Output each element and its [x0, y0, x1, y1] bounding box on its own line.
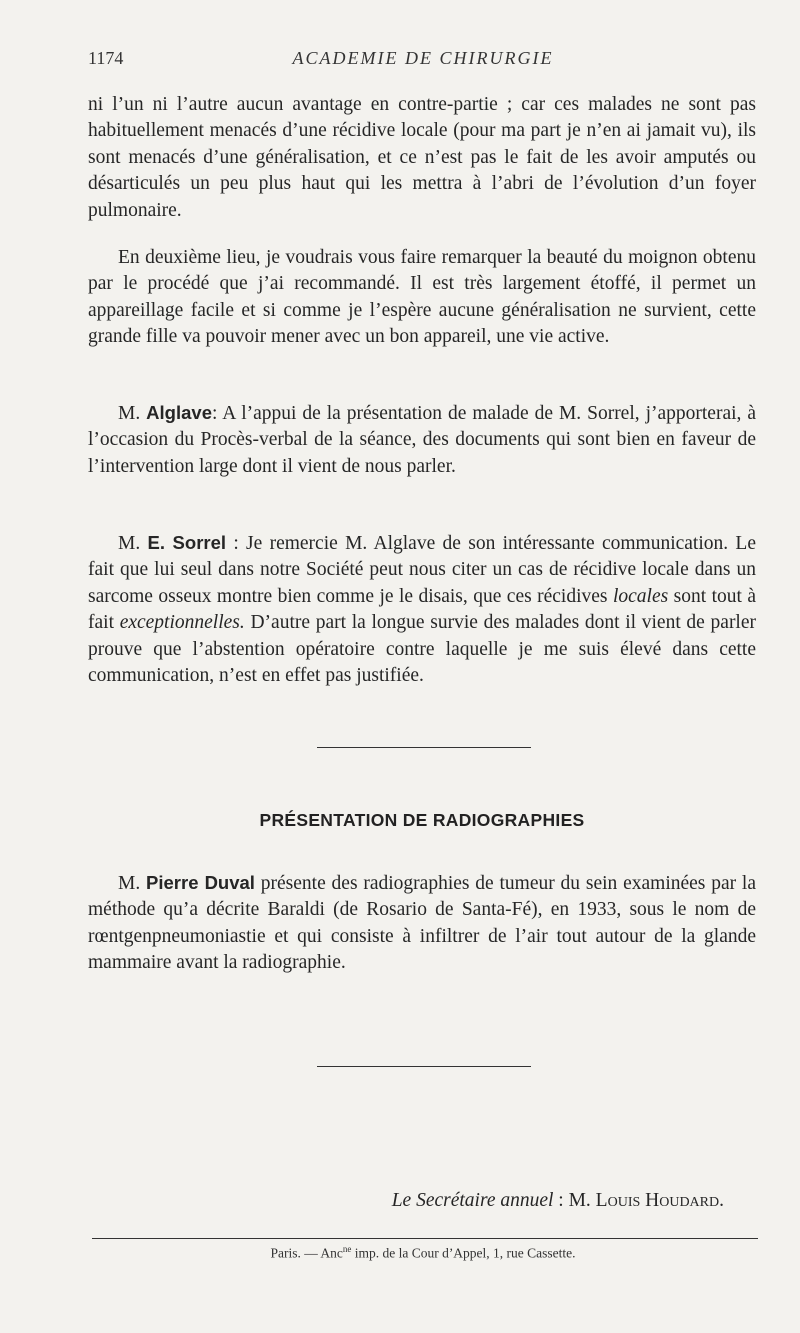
italic-text: exceptionnelles.: [119, 612, 245, 634]
speaker-prefix: M.: [118, 533, 148, 554]
paragraph-duval: [88, 870, 756, 977]
speaker-name: Pierre Duval: [146, 872, 255, 893]
section-divider: [317, 1066, 531, 1067]
paragraph-text: ni l’un ni l’autre aucun avantage en contre-partie ; car ces malades ne sont pas habituellement menacés d’une récidive locale (pour ma part je n’en ai jamait vu), ils sont menacés d’une généralisation, et ce n’est pas le fait de les avoir amputés ou désarticulés un peu plus haut qui les mettra à l’abri de l’évolution d’un foyer pulmonaire.: [88, 94, 756, 221]
italic-text: locales: [612, 585, 669, 607]
paragraph-text: D’autre part la longue survie des malades dont il vient de parler prouve que l’abstention opératoire contre laquelle je me suis élevé dans cette communication, n’est en effet pas justifiée.: [88, 612, 756, 687]
printer-imprint: Paris. — Anc$^{ne}$ imp. de la Cour d’Appel, 1, rue Cassette.: [270, 1244, 576, 1261]
paragraph-stump: [88, 245, 756, 351]
paragraph-continuation: [88, 92, 756, 224]
paragraph-sorrel: [88, 530, 756, 689]
paragraph-text: En deuxième lieu, je voudrais vous faire remarquer la beauté du moignon obtenu par le procédé que j’ai recommandé. Il est très largement étoffé, il permet un appareillage facile et si comme je l’espère aucune généralisation ne survient, cette grande fille va pouvoir mener avec un bon appareil, une vie active.: [88, 247, 756, 348]
secretary-signature: [392, 1190, 724, 1212]
page-number: 1174: [88, 48, 124, 68]
paragraph-text: : Je remercie M. Alglave de son intéressante communication. Le fait que lui seul dans notre Société peut nous citer un cas de récidive locale dans un sarcome osseux montre bien comme je le disais, que ces récidives: [88, 533, 756, 607]
speaker-prefix: M.: [118, 873, 147, 894]
paragraph-text: sont tout à fait: [88, 585, 757, 634]
section-title: PRÉSENTATION DE RADIOGRAPHIES: [259, 810, 585, 830]
paragraph-alglave: [88, 400, 756, 480]
secretary-name: M. Louis Houdard.: [568, 1190, 724, 1211]
speaker-name: E. Sorrel: [147, 532, 227, 553]
page-header: [88, 48, 758, 72]
section-divider: [317, 747, 531, 748]
secretary-role: Le Secrétaire annuel: [391, 1190, 554, 1211]
footer-rule: [92, 1238, 758, 1239]
speaker-name: Alglave: [146, 402, 212, 423]
paragraph-text: : A l’appui de la présentation de malade de M. Sorrel, j’apporterai, à l’occasion du Procès-verbal de la séance, des documents qui sont bien en faveur de l’intervention large dont il vient de nous parler.: [88, 403, 757, 477]
paragraph-text: présente des radiographies de tumeur du sein examinées par la méthode qu’a décrite Baraldi (de Rosario de Santa-Fé), en 1933, sous le nom de rœntgenpneumoniastie et qui consiste à infiltrer de l’air tout autour de la glande mammaire avant la radiographie.: [88, 873, 756, 974]
secretary-separator: :: [553, 1190, 569, 1211]
speaker-prefix: M.: [118, 403, 147, 424]
running-title: ACADEMIE DE CHIRURGIE: [292, 48, 554, 68]
